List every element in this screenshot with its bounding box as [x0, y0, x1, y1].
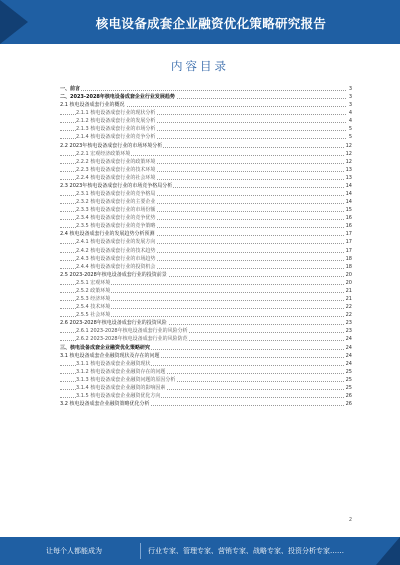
toc-entry-title: 2.5 2023-2028年核电设备成套行业的投资前景	[60, 271, 167, 278]
toc-entry-page: 22	[345, 304, 352, 311]
page-number: 2	[348, 517, 352, 523]
toc-entry-title: 2.6.2 2023-2028年核电设备成套行业的风险防范	[76, 336, 188, 343]
toc-entry[interactable]	[60, 344, 352, 352]
toc-entry-page: 13	[345, 174, 352, 181]
toc-entry-title: 2.5.5 社会环境	[76, 312, 111, 319]
toc-entry-title: 2.4.1 核电设备成套行业的发展方向	[76, 239, 156, 246]
toc-entry-page: 12	[345, 158, 352, 165]
toc-entry-title: 2.5.4 技术环境	[76, 304, 111, 311]
footer-banner	[0, 537, 400, 565]
toc-entry-title: 3.1.3 核电设备成套企业融资问题的原因分析	[76, 376, 176, 383]
toc-entry-page: 13	[345, 166, 352, 173]
toc-entry-page: 24	[345, 360, 352, 367]
toc-entry[interactable]	[60, 230, 352, 238]
toc-entry-page: 12	[345, 150, 352, 157]
toc-entry-title: 2.5.1 宏观环境	[76, 279, 111, 286]
toc-entry-title: 2.3.5 核电设备成套行业的竞争策略	[76, 223, 156, 230]
toc-entry-title: 3.1.4 核电设备成套企业融资的影响因素	[76, 384, 166, 391]
toc-entry-page: 25	[345, 368, 352, 375]
toc-entry-title: 2.2.4 核电设备成套行业的社会环境	[76, 174, 156, 181]
toc-entry-title: 3.1 核电设备成套企业融资现状及存在的问题	[60, 352, 160, 359]
table-of-contents	[60, 85, 352, 408]
toc-entry-title: 2.4.4 核电设备成套行业的投资机会	[76, 263, 156, 270]
toc-entry[interactable]	[60, 279, 352, 287]
toc-heading: 内容目录	[171, 59, 229, 73]
toc-entry-title: 二、2023-2028年核电设备成套企业行业发展趋势	[60, 94, 175, 101]
toc-entry[interactable]	[60, 319, 352, 327]
toc-entry-title: 2.3.1 核电设备成套行业的竞争格局	[76, 191, 156, 198]
toc-entry[interactable]	[60, 190, 352, 198]
toc-entry-page: 15	[345, 207, 352, 214]
toc-entry-title: 2.5.2 政策环境	[76, 287, 111, 294]
toc-entry-page: 26	[345, 401, 352, 408]
toc-entry[interactable]	[60, 295, 352, 303]
toc-entry[interactable]	[60, 311, 352, 319]
toc-entry[interactable]	[60, 263, 352, 271]
toc-entry-title: 2.5.3 经济环境	[76, 296, 111, 303]
toc-entry[interactable]	[60, 352, 352, 360]
toc-entry[interactable]	[60, 400, 352, 408]
toc-entry-title: 2.1.4 核电设备成套行业的竞争分析	[76, 134, 156, 141]
footer-corner-decoration	[376, 537, 400, 565]
toc-entry-title: 2.3.4 核电设备成套行业的竞争优势	[76, 215, 156, 222]
toc-entry-page: 3	[348, 102, 352, 109]
toc-entry-page: 4	[348, 118, 352, 125]
toc-entry-title: 2.6.1 2023-2028年核电设备成套行业的风险分析	[76, 328, 188, 335]
toc-entry[interactable]	[60, 174, 352, 182]
toc-entry[interactable]	[60, 368, 352, 376]
footer-divider	[140, 543, 141, 559]
toc-entry-page: 21	[345, 296, 352, 303]
toc-entry[interactable]	[60, 206, 352, 214]
toc-entry-title: 2.1.3 核电设备成套行业的市场分析	[76, 126, 156, 133]
toc-entry[interactable]	[60, 133, 352, 141]
toc-entry-page: 3	[348, 94, 352, 101]
footer-tagline: 行业专家、管理专家、营销专家、战略专家、投资分析专家……	[148, 547, 344, 555]
toc-entry-title: 2.3 2023年核电设备成套行业的市场竞争格局分析	[60, 182, 173, 189]
toc-entry-page: 5	[348, 126, 352, 133]
toc-entry-title: 2.2.2 核电设备成套行业的政策环境	[76, 158, 156, 165]
toc-entry-title: 2.2.1 宏观经济政策环境	[76, 150, 131, 157]
toc-entry-title: 2.4.3 核电设备成套行业的市场趋势	[76, 255, 156, 262]
toc-entry-page: 4	[348, 110, 352, 117]
toc-entry-title: 2.3.2 核电设备成套行业的主要企业	[76, 199, 156, 206]
toc-entry[interactable]	[60, 384, 352, 392]
toc-entry-page: 17	[345, 231, 352, 238]
toc-entry[interactable]	[60, 222, 352, 230]
toc-entry-page: 18	[345, 255, 352, 262]
toc-entry-title: 2.1.2 核电设备成套行业的发展分析	[76, 118, 156, 125]
header-banner	[0, 0, 400, 44]
toc-entry-page: 23	[345, 328, 352, 335]
toc-entry-title: 2.2.3 核电设备成套行业的技术环境	[76, 166, 156, 173]
toc-entry[interactable]	[60, 142, 352, 150]
toc-entry[interactable]	[60, 335, 352, 343]
toc-entry[interactable]	[60, 117, 352, 125]
toc-entry-page: 21	[345, 287, 352, 294]
toc-entry[interactable]	[60, 238, 352, 246]
toc-entry[interactable]	[60, 158, 352, 166]
toc-entry-title: 3.1.5 核电设备成套企业融资优化方向	[76, 392, 161, 399]
toc-entry[interactable]	[60, 109, 352, 117]
toc-entry[interactable]	[60, 303, 352, 311]
toc-entry[interactable]	[60, 255, 352, 263]
toc-entry-title: 2.1 核电设备成套行业的概况	[60, 102, 125, 109]
toc-entry[interactable]	[60, 287, 352, 295]
toc-entry[interactable]	[60, 85, 352, 93]
toc-entry-page: 14	[345, 199, 352, 206]
toc-entry-page: 16	[345, 223, 352, 230]
header-arrow-decoration	[0, 0, 28, 44]
toc-entry-page: 23	[345, 320, 352, 327]
toc-entry[interactable]	[60, 182, 352, 190]
toc-entry-title: 2.4.2 核电设备成套行业的技术趋势	[76, 247, 156, 254]
toc-entry[interactable]	[60, 271, 352, 279]
toc-entry-title: 2.4 核电设备成套行业的发展趋势分析预测	[60, 231, 155, 238]
toc-entry-page: 17	[345, 247, 352, 254]
toc-entry[interactable]	[60, 166, 352, 174]
toc-entry[interactable]	[60, 360, 352, 368]
toc-entry-page: 26	[345, 392, 352, 399]
toc-entry-title: 2.3.3 核电设备成套行业的市场份额	[76, 207, 156, 214]
toc-entry[interactable]	[60, 150, 352, 158]
toc-entry-page: 25	[345, 376, 352, 383]
toc-entry-title: 3.1.2 核电设备成套企业融资存在的问题	[76, 368, 166, 375]
toc-entry-title: 一、前言	[60, 86, 81, 92]
toc-entry-page: 24	[345, 352, 352, 359]
toc-entry-title: 3.2 核电设备成套企业融资策略优化分析	[60, 401, 150, 408]
toc-entry-page: 5	[348, 134, 352, 141]
toc-entry[interactable]	[60, 125, 352, 133]
toc-entry-page: 20	[345, 279, 352, 286]
toc-entry-title: 2.1.1 核电设备成套行业的现状分析	[76, 110, 156, 117]
toc-entry-page: 14	[345, 182, 352, 189]
toc-entry[interactable]	[60, 101, 352, 109]
toc-entry-title: 三、核电设备成套企业融资优化策略研究	[60, 344, 151, 351]
toc-entry-page: 16	[345, 215, 352, 222]
toc-entry-page: 14	[345, 191, 352, 198]
toc-entry-page: 22	[345, 312, 352, 319]
toc-entry[interactable]	[60, 214, 352, 222]
toc-entry[interactable]	[60, 247, 352, 255]
toc-leader-dots	[60, 90, 346, 91]
toc-entry[interactable]	[60, 93, 352, 101]
toc-entry[interactable]	[60, 327, 352, 335]
toc-entry-page: 17	[345, 239, 352, 246]
toc-entry-page: 12	[345, 142, 352, 149]
footer-slogan: 让每个人都能成为	[46, 547, 102, 555]
toc-entry-title: 2.6 2023-2028年核电设备成套行业的投资风险	[60, 320, 167, 327]
toc-entry-title: 3.1.1 核电设备成套企业融资现状	[76, 360, 151, 367]
toc-entry-page: 24	[345, 336, 352, 343]
toc-entry-page: 20	[345, 271, 352, 278]
toc-entry-page: 3	[348, 86, 352, 92]
toc-entry-title: 2.2 2023年核电设备成套行业的市场环境分析	[60, 142, 163, 149]
toc-entry[interactable]	[60, 392, 352, 400]
toc-entry-page: 24	[345, 344, 352, 351]
report-title: 核电设备成套企业融资优化策略研究报告	[95, 16, 327, 31]
toc-entry-page: 18	[345, 263, 352, 270]
toc-entry-page: 25	[345, 384, 352, 391]
toc-entry[interactable]	[60, 376, 352, 384]
toc-entry[interactable]	[60, 198, 352, 206]
